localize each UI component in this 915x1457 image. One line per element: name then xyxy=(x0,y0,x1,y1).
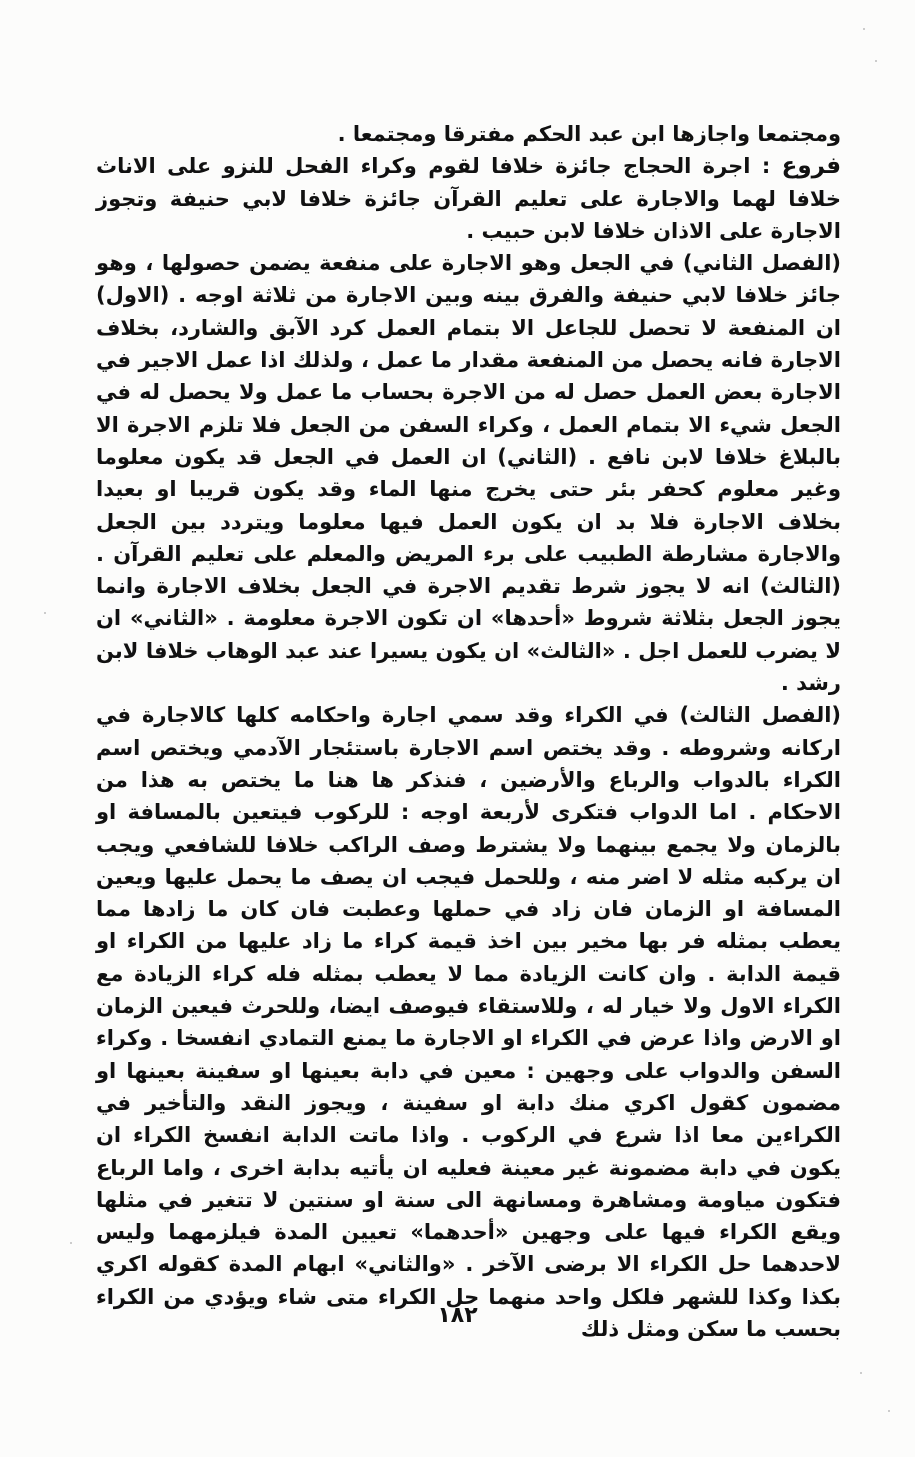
scan-speck xyxy=(860,1372,862,1374)
paragraph-furu xyxy=(96,150,841,247)
paragraph-text: ومجتمعا واجازها ابن عبد الحكم مفترقا ومجتمعا . xyxy=(337,122,841,146)
scan-speck xyxy=(70,1242,72,1244)
page-number: ١٨٢ xyxy=(437,1303,478,1328)
paragraph-third-chapter xyxy=(96,699,841,1345)
scan-speck xyxy=(863,28,865,30)
scan-speck xyxy=(44,612,46,614)
page-body xyxy=(96,118,841,1345)
scan-speck xyxy=(875,60,877,62)
paragraph-text: (الفصل الثاني) في الجعل وهو الاجارة على منفعة يضمن حصولها ، وهو جائز خلافا لابي حنيفة والفرق بينه وبين الاجارة من ثلاثة اوجه . (الاول) ان المنفعة لا تحصل للجاعل الا بتمام العمل كرد الآبق والشارد، بخلاف الاجارة فانه يحصل من المنفعة مقدار ما عمل ، ولذلك اذا عمل الاجير في الاجارة بعض العمل حصل له من الاجرة بحساب ما عمل ولا يحصل له في الجعل شيء الا بتمام العمل ، وكراء السفن من الجعل فلا تلزم الاجرة الا بالبلاغ خلافا لابن نافع . (الثاني) ان العمل في الجعل قد يكون معلوما وغير معلوم كحفر بئر حتى يخرج منها الماء وقد يكون قريبا او بعيدا بخلاف الاجارة فلا بد ان يكون العمل فيها معلوما ويتردد بين الجعل والاجارة مشارطة الطبيب على برء المريض والمعلم على تعليم القرآن . (الثالث) انه لا يجوز شرط تقديم الاجرة في الجعل بخلاف الاجارة وانما يجوز الجعل بثلاثة شروط «أحدها» ان تكون الاجرة معلومة . «الثاني» ان لا يضرب للعمل اجل . «الثالث» ان يكون يسيرا عند عبد الوهاب خلافا لابن رشد . xyxy=(96,251,841,696)
scan-speck xyxy=(888,1410,890,1412)
paragraph-text: (الفصل الثالث) في الكراء وقد سمي اجارة واحكامه كلها كالاجارة في اركانه وشروطه . وقد يختص اسم الاجارة باستئجار الآدمي ويختص اسم الكراء بالدواب والرباع والأرضين ، فنذكر ها هنا ما يختص به هذا من الاحكام . اما الدواب فتكرى لأربعة اوجه : للركوب فيتعين بالمسافة او بالزمان ولا يجمع بينهما ولا يشترط وصف الراكب خلافا للشافعي ويجب ان يركبه مثله لا اضر منه ، وللحمل فيجب ان يصف ما يحمل عليها ويعين المسافة او الزمان فان زاد في حملها وعطبت فان كان ما زادها مما يعطب بمثله فر بها مخير بين اخذ قيمة كراء ما زاد عليها من الكراء او قيمة الدابة . وان كانت الزيادة مما لا يعطب بمثله فله كراء الزيادة مع الكراء الاول ولا خيار له ، وللاستقاء فيوصف ايضا، وللحرث فيعين الزمان او الارض واذا عرض في الكراء او الاجارة ما يمنع التمادي انفسخا . وكراء السفن والدواب على وجهين : معين في دابة بعينها او سفينة بعينها او مضمون كقول اكري منك دابة او سفينة ، ويجوز النقد والتأخير في الكراءين معا اذا شرع في الركوب . واذا ماتت الدابة انفسخ الكراء ان يكون في دابة مضمونة غير معينة فعليه ان يأتيه بدابة اخرى ، واما الرباع فتكون مياومة ومشاهرة ومسانهة الى سنة او سنتين لا تتغير في مثلها ويقع الكراء فيها على وجهين «أحدهما» تعيين المدة فيلزمهما وليس لاحدهما حل الكراء الا برضى الآخر . «والثاني» ابهام المدة كقوله اكري بكذا وكذا للشهر فلكل واحد منهما حل الكراء متى شاء ويؤدي من الكراء بحسب ما سكن ومثل ذلك xyxy=(96,703,841,1341)
paragraph-continuation xyxy=(96,118,841,150)
paragraph-second-chapter xyxy=(96,247,841,699)
section-heading-furu: فروع xyxy=(781,153,842,180)
paragraph-text: : اجرة الحجاج جائزة خلافا لقوم وكراء الفحل للنزو على الاناث خلافا لهما والاجارة على تعليم القرآن جائزة خلافا لابي حنيفة وتجوز الاجارة على الاذان خلافا لابن حبيب . xyxy=(96,154,841,243)
